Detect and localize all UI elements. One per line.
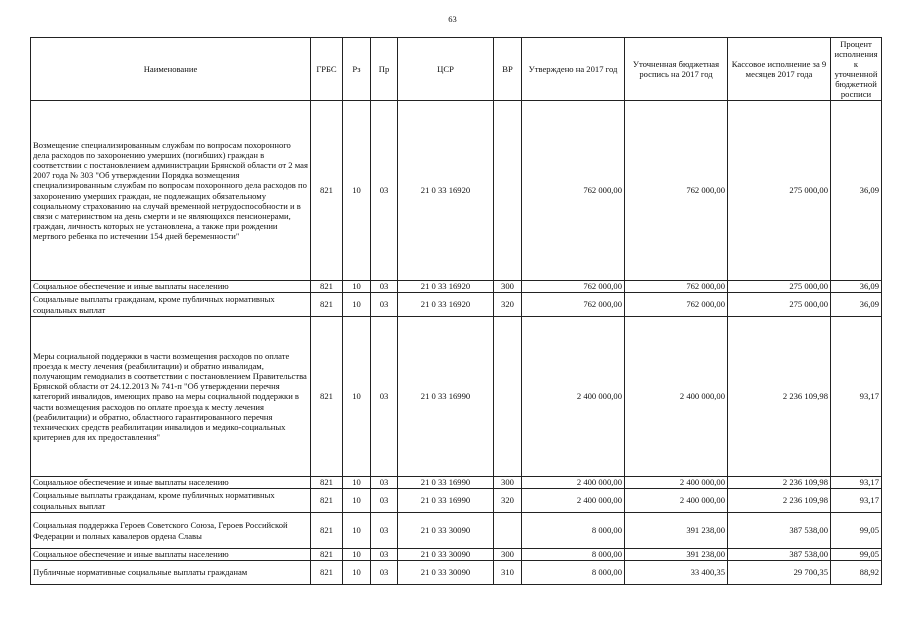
row-grbs: 821 — [311, 317, 343, 477]
row-percent: 36,09 — [831, 293, 882, 317]
row-cash: 275 000,00 — [728, 101, 831, 281]
row-percent: 36,09 — [831, 101, 882, 281]
row-name: Социальное обеспечение и иные выплаты населению — [31, 281, 311, 293]
table-header-row — [31, 38, 882, 101]
row-grbs: 821 — [311, 489, 343, 513]
row-grbs: 821 — [311, 281, 343, 293]
row-percent: 99,05 — [831, 513, 882, 549]
row-pr: 03 — [371, 513, 398, 549]
row-vr: 320 — [494, 489, 522, 513]
row-refined: 33 400,35 — [625, 561, 728, 585]
row-percent: 36,09 — [831, 281, 882, 293]
table-row — [31, 477, 882, 489]
row-rz: 10 — [343, 549, 371, 561]
row-name: Публичные нормативные социальные выплаты гражданам — [31, 561, 311, 585]
row-grbs: 821 — [311, 561, 343, 585]
row-pr: 03 — [371, 489, 398, 513]
row-name: Социальные выплаты гражданам, кроме публичных нормативных социальных выплат — [31, 489, 311, 513]
row-cash: 29 700,35 — [728, 561, 831, 585]
row-vr: 310 — [494, 561, 522, 585]
row-name: Социальная поддержка Героев Советского Союза, Героев Российской Федерации и полных кавалеров ордена Славы — [31, 513, 311, 549]
row-approved: 8 000,00 — [522, 561, 625, 585]
row-approved: 2 400 000,00 — [522, 317, 625, 477]
row-approved: 8 000,00 — [522, 513, 625, 549]
header-name: Наименование — [31, 38, 311, 101]
row-refined: 2 400 000,00 — [625, 477, 728, 489]
row-percent: 88,92 — [831, 561, 882, 585]
row-rz: 10 — [343, 513, 371, 549]
row-pr: 03 — [371, 281, 398, 293]
row-rz: 10 — [343, 281, 371, 293]
table-row — [31, 549, 882, 561]
row-pr: 03 — [371, 477, 398, 489]
row-percent: 93,17 — [831, 489, 882, 513]
row-name: Социальное обеспечение и иные выплаты населению — [31, 477, 311, 489]
row-cash: 2 236 109,98 — [728, 317, 831, 477]
row-grbs: 821 — [311, 513, 343, 549]
table-row — [31, 513, 882, 549]
row-name: Социальное обеспечение и иные выплаты населению — [31, 549, 311, 561]
row-percent: 99,05 — [831, 549, 882, 561]
row-grbs: 821 — [311, 293, 343, 317]
row-approved: 8 000,00 — [522, 549, 625, 561]
row-rz: 10 — [343, 561, 371, 585]
table-row — [31, 281, 882, 293]
row-csr: 21 0 33 16920 — [398, 293, 494, 317]
row-vr: 320 — [494, 293, 522, 317]
budget-table — [30, 37, 882, 585]
header-cash: Кассовое исполнение за 9 месяцев 2017 года — [728, 38, 831, 101]
header-vr: ВР — [494, 38, 522, 101]
row-csr: 21 0 33 16920 — [398, 101, 494, 281]
page-number: 63 — [448, 14, 457, 24]
row-rz: 10 — [343, 489, 371, 513]
row-vr: 300 — [494, 477, 522, 489]
row-cash: 275 000,00 — [728, 293, 831, 317]
row-rz: 10 — [343, 317, 371, 477]
row-pr: 03 — [371, 549, 398, 561]
row-cash: 387 538,00 — [728, 549, 831, 561]
row-approved: 762 000,00 — [522, 281, 625, 293]
header-csr: ЦСР — [398, 38, 494, 101]
table-row — [31, 489, 882, 513]
row-cash: 387 538,00 — [728, 513, 831, 549]
row-name: Меры социальной поддержки в части возмещения расходов по оплате проезда к месту лечения (реабилитации) и обратно инвалидам, получающим гемодиализ в соответствии с постановлением Правительства Брянской области от 24.12.2013 № 741-п "Об утверждении перечня категорий инвалидов, имеющих право на меры социальной поддержки в части возмещения расходов по оплате проезда к месту лечения (реабилитации) и обратно, областного гарантированного перечня технических средств реабилитации инвалидов и медико-социальных критериев для их предоставления" — [31, 317, 311, 477]
row-approved: 762 000,00 — [522, 293, 625, 317]
header-approved: Утверждено на 2017 год — [522, 38, 625, 101]
row-vr: 300 — [494, 281, 522, 293]
row-grbs: 821 — [311, 477, 343, 489]
row-refined: 391 238,00 — [625, 549, 728, 561]
row-approved: 762 000,00 — [522, 101, 625, 281]
header-refined: Уточненная бюджетная роспись на 2017 год — [625, 38, 728, 101]
row-refined: 762 000,00 — [625, 293, 728, 317]
header-percent: Процент исполнения к уточненной бюджетной росписи — [831, 38, 882, 101]
row-cash: 275 000,00 — [728, 281, 831, 293]
row-rz: 10 — [343, 293, 371, 317]
row-csr: 21 0 33 16990 — [398, 477, 494, 489]
row-csr: 21 0 33 16990 — [398, 317, 494, 477]
header-rz: Рз — [343, 38, 371, 101]
row-refined: 2 400 000,00 — [625, 317, 728, 477]
table-row — [31, 317, 882, 477]
table-row — [31, 561, 882, 585]
row-refined: 762 000,00 — [625, 101, 728, 281]
row-refined: 2 400 000,00 — [625, 489, 728, 513]
row-pr: 03 — [371, 561, 398, 585]
row-csr: 21 0 33 16990 — [398, 489, 494, 513]
header-pr: Пр — [371, 38, 398, 101]
row-csr: 21 0 33 30090 — [398, 513, 494, 549]
row-csr: 21 0 33 30090 — [398, 561, 494, 585]
row-refined: 762 000,00 — [625, 281, 728, 293]
row-pr: 03 — [371, 293, 398, 317]
row-grbs: 821 — [311, 101, 343, 281]
row-percent: 93,17 — [831, 477, 882, 489]
row-vr — [494, 317, 522, 477]
row-name: Возмещение специализированным службам по вопросам похоронного дела расходов по захоронению умерших (погибших) граждан в соответствии с постановлением администрации Брянской области от 2 мая 2007 года № 303 "Об утверждении Порядка возмещения специализированным службам по вопросам похоронного дела расходов по захоронению умерших граждан, не подлежащих обязательному социальному страхованию на случай временной нетрудоспособности и в связи с материнством на день смерти и не являющихся пенсионерами, граждан, личность которых не установлена, а также при рождении мертвого ребенка по истечении 154 дней беременности" — [31, 101, 311, 281]
row-approved: 2 400 000,00 — [522, 477, 625, 489]
row-name: Социальные выплаты гражданам, кроме публичных нормативных социальных выплат — [31, 293, 311, 317]
row-rz: 10 — [343, 101, 371, 281]
table-row — [31, 293, 882, 317]
row-vr: 300 — [494, 549, 522, 561]
row-refined: 391 238,00 — [625, 513, 728, 549]
row-cash: 2 236 109,98 — [728, 477, 831, 489]
row-approved: 2 400 000,00 — [522, 489, 625, 513]
row-csr: 21 0 33 30090 — [398, 549, 494, 561]
header-grbs: ГРБС — [311, 38, 343, 101]
row-grbs: 821 — [311, 549, 343, 561]
row-pr: 03 — [371, 101, 398, 281]
row-cash: 2 236 109,98 — [728, 489, 831, 513]
row-rz: 10 — [343, 477, 371, 489]
row-pr: 03 — [371, 317, 398, 477]
row-vr — [494, 513, 522, 549]
table-row — [31, 101, 882, 281]
row-percent: 93,17 — [831, 317, 882, 477]
row-csr: 21 0 33 16920 — [398, 281, 494, 293]
row-vr — [494, 101, 522, 281]
